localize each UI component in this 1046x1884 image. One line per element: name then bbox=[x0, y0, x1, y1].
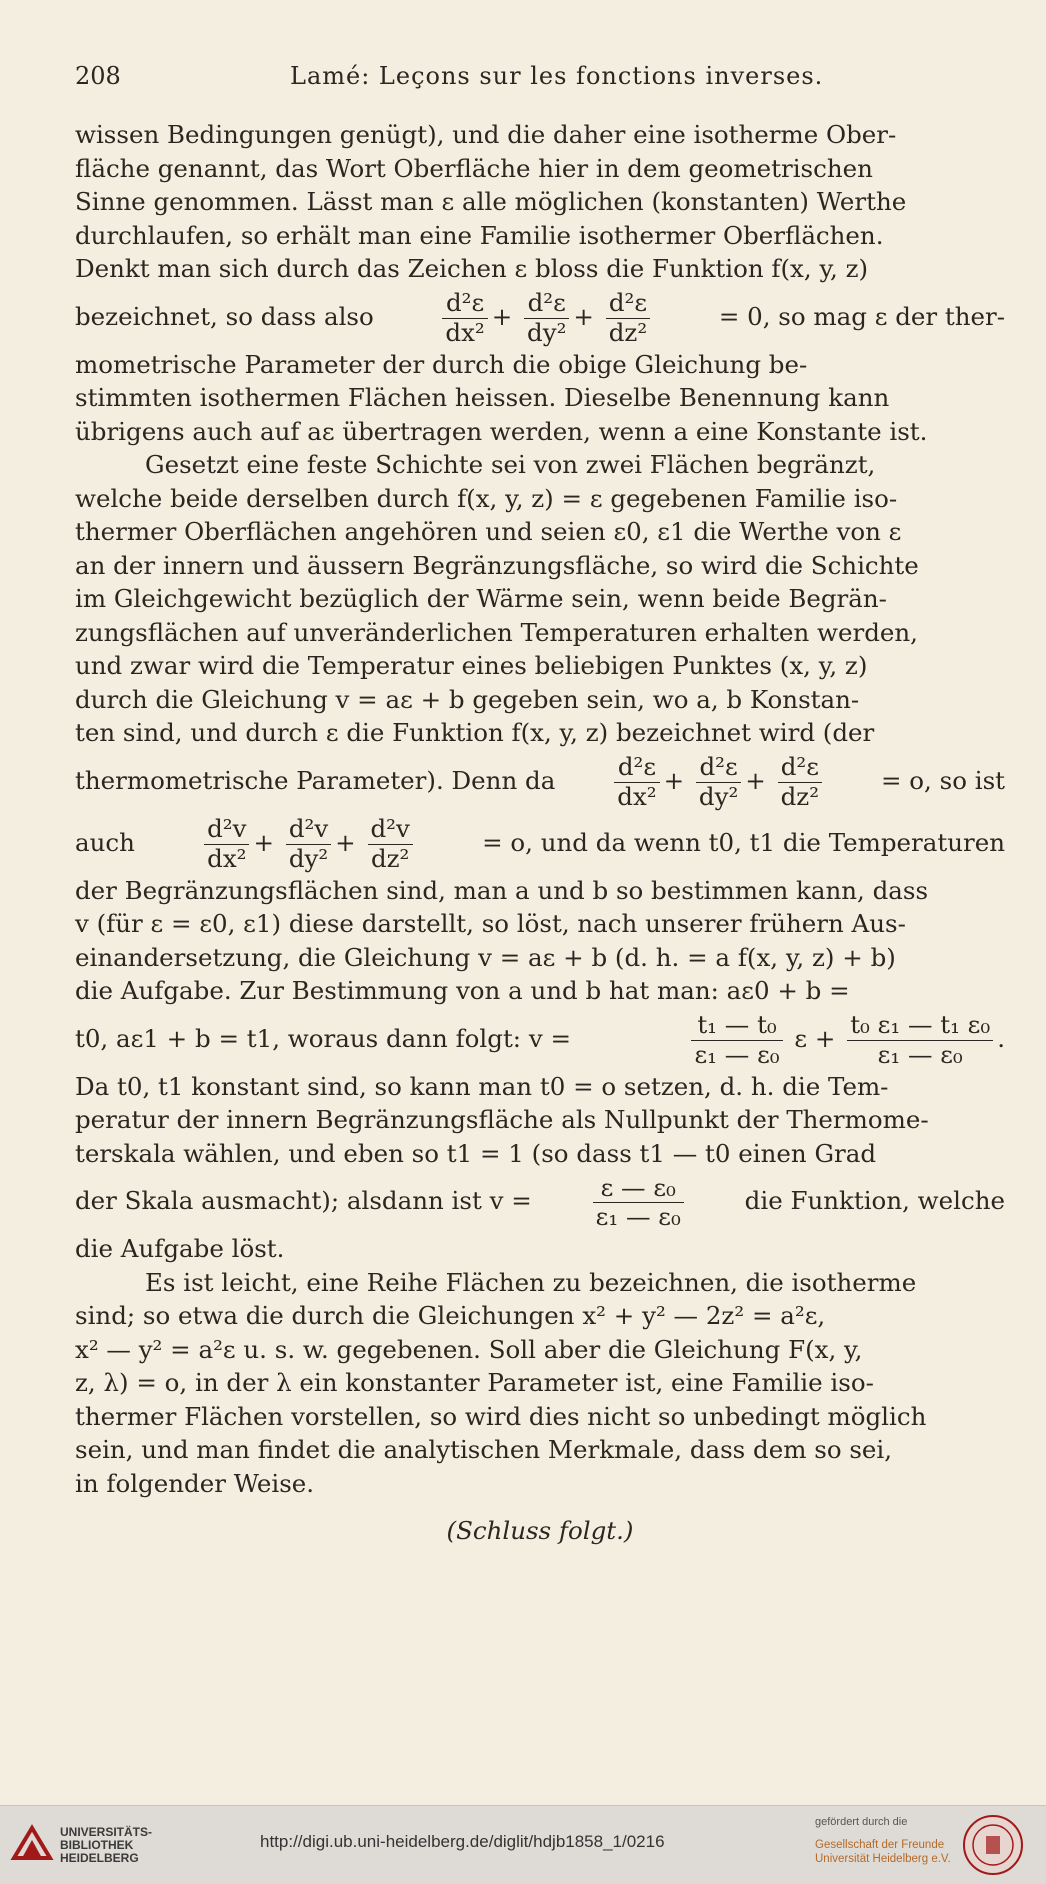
footer-bar bbox=[0, 1805, 1046, 1884]
text-line: zungsflächen auf unveränderlichen Temperaturen erhalten werden, bbox=[75, 617, 918, 647]
text-line: die Aufgabe löst. bbox=[75, 1234, 285, 1263]
solution-formula: $\frac{\text{t₁ — t₀}}{\text{ε₁ — ε₀}}$ ε + $\frac{\text{t₀ ε₁ — t₁ ε₀}}{\text{ε₁ — ε₀}}$ . bbox=[687, 1008, 1005, 1070]
university-seal-icon bbox=[962, 1814, 1024, 1876]
laplace-equation: $\frac{\text{d²ε}}{\text{dx²}}$ + $\frac{\text{d²ε}}{\text{dy²}}$ + $\frac{\text{d²ε}}{\text{dz²}}$ bbox=[610, 750, 826, 812]
society-name: Gesellschaft der Freunde Universität Heidelberg e.V. bbox=[815, 1839, 951, 1865]
text-line: und zwar wird die Temperatur eines beliebigen Punktes (x, y, z) bbox=[75, 651, 868, 680]
text-line: v (für ε = ε0, ε1) diese darstellt, so löst, nach unserer frühern Aus- bbox=[75, 909, 906, 938]
text-line: mometrische Parameter der durch die obige Gleichung be- bbox=[75, 349, 808, 379]
library-name: UNIVERSITÄTS- BIBLIOTHEK HEIDELBERG bbox=[60, 1825, 153, 1865]
text-line: ten sind, und durch ε die Funktion f(x, y, z) bezeichnet wird (der bbox=[75, 718, 875, 747]
page-number: 208 bbox=[75, 62, 121, 90]
text-line: peratur der innern Begränzungsfläche als Nullpunkt der Thermome- bbox=[75, 1105, 929, 1134]
text-line: x² — y² = a²ε u. s. w. gegebenen. Soll aber die Gleichung F(x, y, bbox=[75, 1334, 863, 1364]
closing-note: (Schluss folgt.) bbox=[446, 1516, 634, 1545]
text-line: thermer Oberflächen angehören und seien ε0, ε1 die Werthe von ε bbox=[75, 517, 902, 546]
text-line: im Gleichgewicht bezüglich der Wärme sein, wenn beide Begrän- bbox=[75, 584, 887, 613]
text-line: Da t0, t1 konstant sind, so kann man t0 = o setzen, d. h. die Tem- bbox=[75, 1071, 889, 1101]
text-line: stimmten isothermen Flächen heissen. Dieselbe Benennung kann bbox=[75, 383, 890, 412]
text-line: thermer Flächen vorstellen, so wird dies nicht so unbedingt möglich bbox=[75, 1401, 927, 1431]
text-line: Gesetzt eine feste Schichte sei von zwei Flächen begränzt, bbox=[145, 450, 876, 479]
equation-line: der Skala ausmacht); alsdann ist v = $\frac{\text{ε — ε₀}}{\text{ε₁ — ε₀}}$ die Funktion, welche bbox=[75, 1170, 1005, 1232]
text-line: einandersetzung, die Gleichung v = aε + b (d. h. = a f(x, y, z) + b) bbox=[75, 942, 896, 972]
page-header bbox=[75, 62, 1005, 98]
equation-line: t0, aε1 + b = t1, woraus dann folgt: v = $\frac{\text{t₁ — t₀}}{\text{ε₁ — ε₀}}$ ε + $\frac{\text{t₀ ε₁ — t₁ ε₀}}{\text{ε₁ — ε₀}}$ . bbox=[75, 1008, 1005, 1070]
text-line: die Aufgabe. Zur Bestimmung von a und b hat man: aε0 + b = bbox=[75, 976, 850, 1005]
text-line: fläche genannt, das Wort Oberfläche hier in dem geometrischen bbox=[75, 153, 873, 183]
laplace-equation: $\frac{\text{d²ε}}{\text{dx²}}$ + $\frac{\text{d²ε}}{\text{dy²}}$ + $\frac{\text{d²ε}}{\text{dz²}}$ bbox=[438, 286, 654, 348]
equation-line: auch $\frac{\text{d²v}}{\text{dx²}}$ + $\frac{\text{d²v}}{\text{dy²}}$ + $\frac{\text{d²v}}{\text{dz²}}$ = o, und da wenn t0, t1 die Temperaturen bbox=[75, 812, 1005, 874]
equation-line: bezeichnet, so dass also $\frac{\text{d²ε}}{\text{dx²}}$ + $\frac{\text{d²ε}}{\text{dy²}}$ + $\frac{\text{d²ε}}{\text{dz²}}$ = 0, so mag ε der ther- bbox=[75, 286, 1005, 348]
text-line: durchlaufen, so erhält man eine Familie isothermer Oberflächen. bbox=[75, 220, 884, 250]
library-logo-icon bbox=[10, 1822, 54, 1866]
text-line: z, λ) = o, in der λ ein konstanter Parameter ist, eine Familie iso- bbox=[75, 1368, 874, 1397]
text-line: welche beide derselben durch f(x, y, z) = ε gegebenen Familie iso- bbox=[75, 483, 898, 513]
normalized-formula: $\frac{\text{ε — ε₀}}{\text{ε₁ — ε₀}}$ bbox=[589, 1170, 688, 1232]
text-line: wissen Bedingungen genügt), und die daher eine isotherme Ober- bbox=[75, 120, 897, 149]
running-title: Lamé: Leçons sur les fonctions inverses. bbox=[290, 62, 824, 90]
text-line: Denkt man sich durch das Zeichen ε bloss die Funktion f(x, y, z) bbox=[75, 254, 869, 283]
laplace-equation-v: $\frac{\text{d²v}}{\text{dx²}}$ + $\frac{\text{d²v}}{\text{dy²}}$ + $\frac{\text{d²v}}{\text{dz²}}$ bbox=[200, 812, 417, 874]
page-body bbox=[75, 118, 1005, 1548]
text-line: Es ist leicht, eine Reihe Flächen zu bezeichnen, die isotherme bbox=[145, 1267, 917, 1297]
text-line: übrigens auch auf aε übertragen werden, wenn a eine Konstante ist. bbox=[75, 416, 928, 446]
text-line: terskala wählen, und eben so t1 = 1 (so dass t1 — t0 einen Grad bbox=[75, 1138, 877, 1168]
permalink-url[interactable]: http://digi.ub.uni-heidelberg.de/diglit/hdjb1858_1/0216 bbox=[260, 1832, 665, 1851]
text-line: sind; so etwa die durch die Gleichungen x² + y² — 2z² = a²ε, bbox=[75, 1301, 826, 1330]
text-line: in folgender Weise. bbox=[75, 1468, 315, 1498]
text-line: der Begränzungsflächen sind, man a und b so bestimmen kann, dass bbox=[75, 875, 929, 905]
equation-line: thermometrische Parameter). Denn da $\frac{\text{d²ε}}{\text{dx²}}$ + $\frac{\text{d²ε}}{\text{dy²}}$ + $\frac{\text{d²ε}}{\text{dz²}}$ = o, so ist bbox=[75, 750, 1005, 812]
text-line: sein, und man findet die analytischen Merkmale, dass dem so sei, bbox=[75, 1435, 893, 1464]
funded-by-label: gefördert durch die bbox=[815, 1816, 908, 1828]
text-line: durch die Gleichung v = aε + b gegeben sein, wo a, b Konstan- bbox=[75, 684, 860, 714]
text-line: an der innern und äussern Begränzungsfläche, so wird die Schichte bbox=[75, 550, 919, 580]
text-line: Sinne genommen. Lässt man ε alle möglichen (konstanten) Werthe bbox=[75, 187, 907, 216]
